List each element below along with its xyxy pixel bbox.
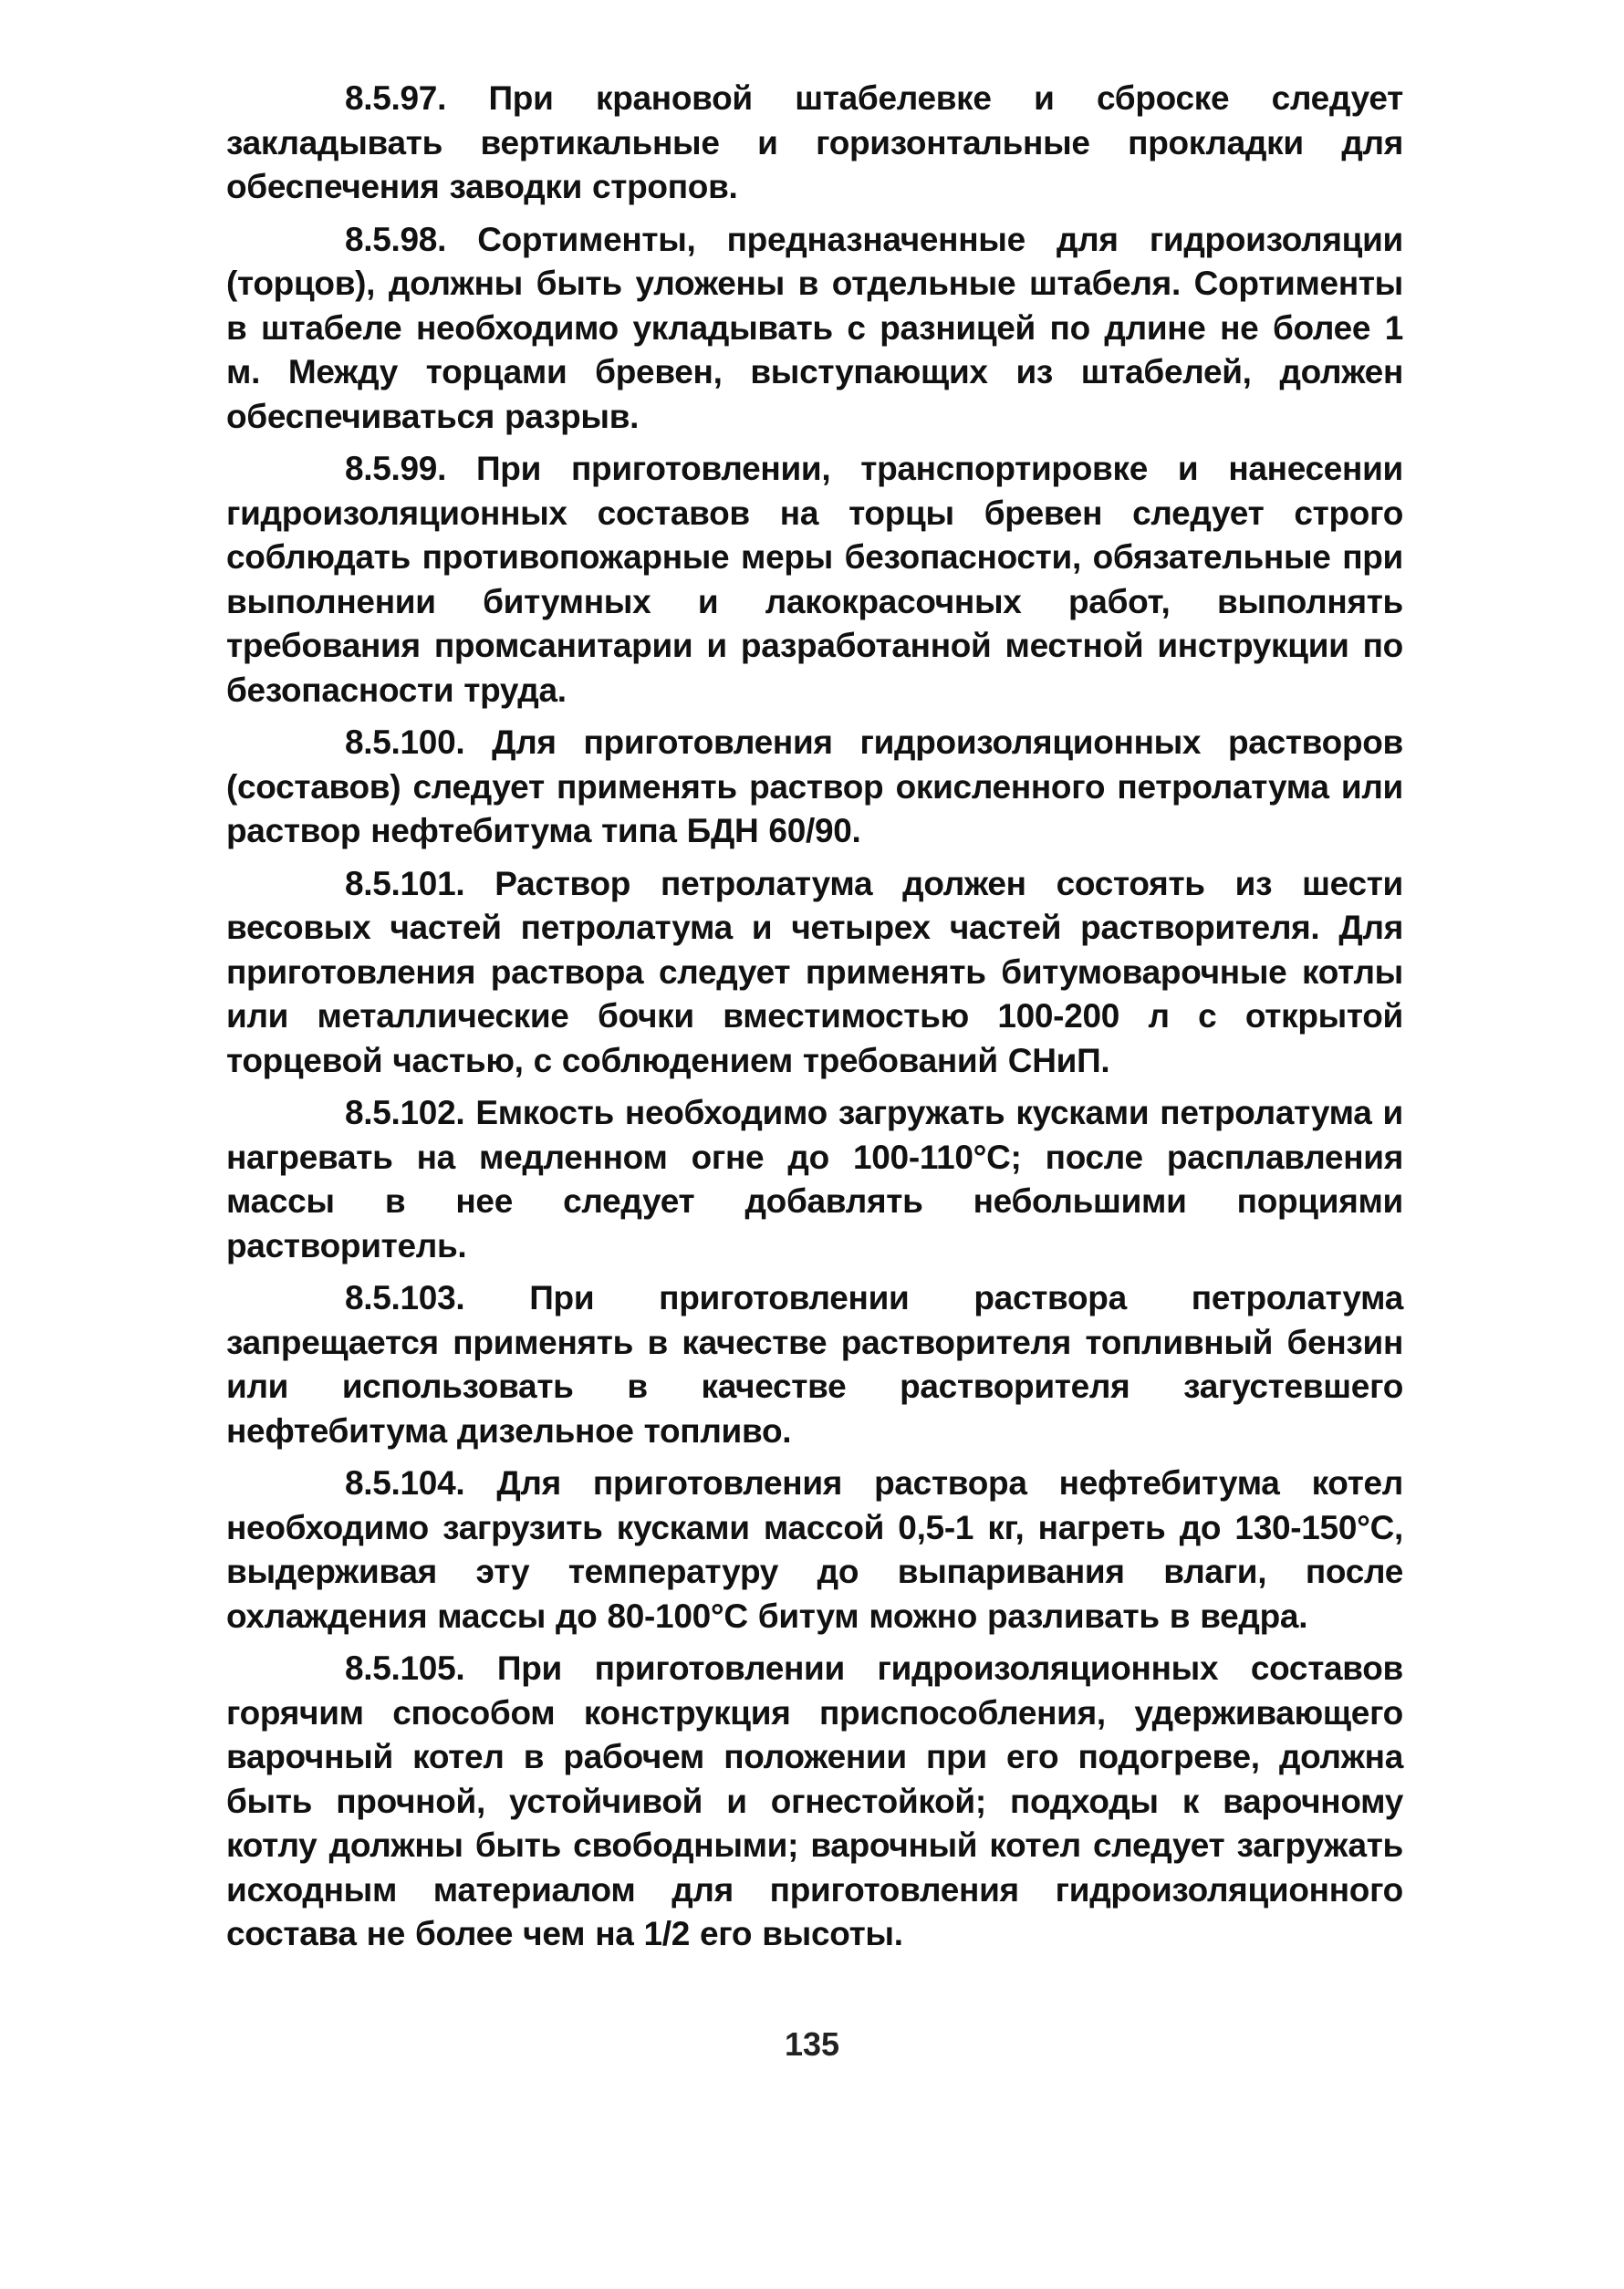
paragraph-8-5-100: 8.5.100. Для приготовления гидроизоляционных растворов (составов) следует применять раствор окисленного петролатума или раствор нефтебитума типа БДН 60/90.	[226, 723, 1403, 849]
body-text	[226, 77, 1403, 1965]
paragraph-8-5-105: 8.5.105. При приготовлении гидроизоляционных составов горячим способом конструкция приспособления, удерживающего варочный котел в рабочем положении при его подогреве, должна быть прочной, устойчивой и огнестойкой; подходы к варочному котлу должны быть свободными; варочный котел следует загружать исходным материалом для приготовления гидроизоляционного состава не более чем на 1/2 его высоты.	[226, 1649, 1403, 1952]
paragraph-8-5-102: 8.5.102. Емкость необходимо загружать кусками петролатума и нагревать на медленном огне до 100-110°С; после расплавления массы в нее следует добавлять небольшими порциями растворитель.	[226, 1094, 1403, 1264]
page-number: 135	[784, 2025, 840, 2063]
paragraph-8-5-104: 8.5.104. Для приготовления раствора нефтебитума котел необходимо загрузить кусками массой 0,5-1 кг, нагреть до 130-150°С, выдерживая эту температуру до выпаривания влаги, после охлаждения массы до 80-100°С битум можно разливать в ведра.	[226, 1464, 1403, 1635]
paragraph-8-5-97: 8.5.97. При крановой штабелевке и сброске следует закладывать вертикальные и горизонтальные прокладки для обеспечения заводки стропов.	[226, 79, 1403, 205]
paragraph-8-5-98: 8.5.98. Сортименты, предназначенные для гидроизоляции (торцов), должны быть уложены в отдельные штабеля. Сортименты в штабеле необходимо укладывать с разницей по длине не более 1 м. Между торцами бревен, выступающих из штабелей, должен обеспечиваться разрыв.	[226, 220, 1403, 435]
paragraph-8-5-101: 8.5.101. Раствор петролатума должен состоять из шести весовых частей петролатума и четырех частей растворителя. Для приготовления раствора следует применять битумоварочные котлы или металлические бочки вместимостью 100-200 л с открытой торцевой частью, с соблюдением требований СНиП.	[226, 864, 1403, 1079]
paragraph-8-5-99: 8.5.99. При приготовлении, транспортировке и нанесении гидроизоляционных составов на торцы бревен следует строго соблюдать противопожарные меры безопасности, обязательные при выполнении битумных и лакокрасочных работ, выполнять требования промсанитарии и разработанной местной инструкции по безопасности труда.	[226, 450, 1403, 709]
paragraph-8-5-103: 8.5.103. При приготовлении раствора петролатума запрещается применять в качестве растворителя топливный бензин или использовать в качестве растворителя загустевшего нефтебитума дизельное топливо.	[226, 1279, 1403, 1450]
